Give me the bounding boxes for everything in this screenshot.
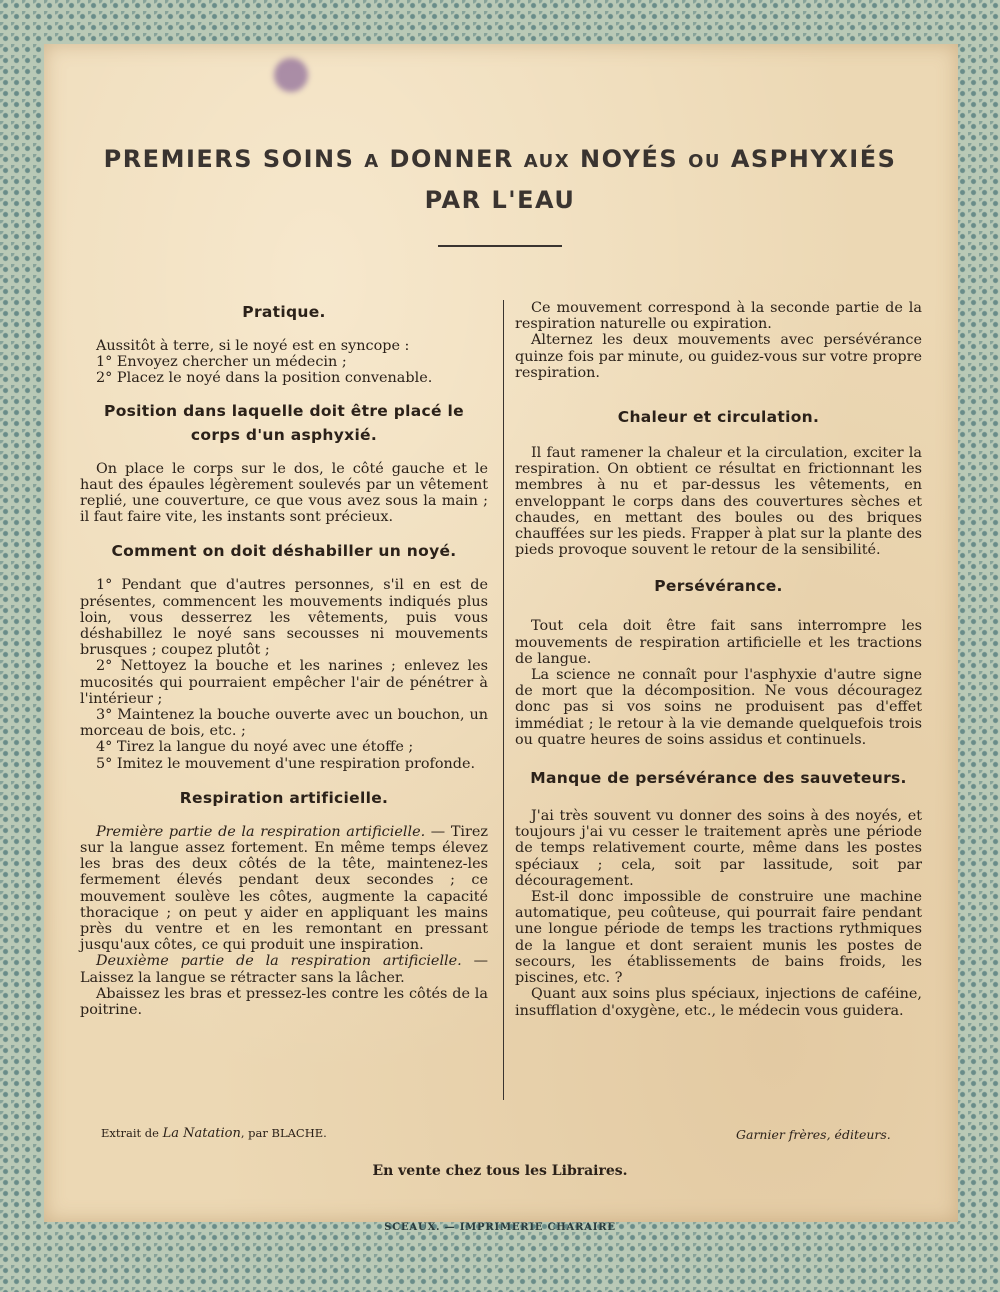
column-divider (503, 300, 504, 1100)
paragraph: 1° Envoyez chercher un médecin ; (96, 354, 347, 371)
paragraph: 1° Pendant que d'autres personnes, s'il en est de présentes, commencent les mouvements indiqués plus loin, vous desserrez les vêtements, puis vous déshabillez le noyé sans secousses ni mouvements brusques ; coupez plutôt ; (80, 577, 488, 659)
paragraph: Deuxième partie de la respiration artificielle. — Laissez la langue se rétracter sans la lâcher. (80, 953, 488, 986)
paragraph: 5° Imitez le mouvement d'une respiration profonde. (96, 755, 476, 772)
paragraph: Ce mouvement correspond à la seconde partie de la respiration naturelle ou expiration. (515, 300, 922, 333)
heading-perseverance: Persévérance. (654, 577, 783, 596)
paragraph: On place le corps sur le dos, le côté gauche et le haut des épaules légèrement soulevés par un vêtement replié, une couverture, ce que vous avez sous la main ; il faut faire vite, les instants sont précieux. (80, 460, 488, 526)
heading-pratique: Pratique. (242, 303, 326, 321)
printer-credit: SCEAUX. — IMPRIMERIE CHARAIRE (384, 1222, 616, 1233)
ink-stain (274, 58, 308, 92)
paragraph: Est-il donc impossible de construire une machine automatique, peu coûteuse, qui pourrait faire pendant une longue période de temps les tractions rythmiques de la langue et dont seraient munis les postes de secours, les établissements de bains froids, les piscines, etc. ? (515, 889, 922, 987)
paragraph: J'ai très souvent vu donner des soins à des noyés, et toujours j'ai vu cesser le traitement après une période de temps relativement courte, même dans les postes spéciaux ; cela, soit par lassitude, soit par découragement. (515, 808, 922, 889)
heading-respiration: Respiration artificielle. (179, 788, 389, 807)
title-rule (438, 245, 562, 247)
left-column (80, 300, 488, 1018)
right-column (515, 300, 922, 1019)
heading-deshabiller: Comment on doit déshabiller un noyé. (111, 542, 457, 561)
heading-position: Position dans laquelle doit être placé le corps d'un asphyxié. (104, 401, 464, 444)
publisher-credit: Garnier frères, éditeurs. (736, 1127, 891, 1142)
paragraph: Tout cela doit être fait sans interrompre les mouvements de respiration artificielle et les tractions de langue. (515, 618, 922, 667)
page-title (0, 140, 1000, 219)
source-credit: Extrait de La Natation, par BLACHE. (101, 1126, 327, 1141)
heading-manque: Manque de persévérance des sauveteurs. (530, 769, 907, 788)
paragraph: Abaissez les bras et pressez-les contre les côtés de la poitrine. (80, 985, 488, 1019)
paragraph: Aussitôt à terre, si le noyé est en syncope : (96, 338, 410, 354)
sales-notice: En vente chez tous les Libraires. (372, 1163, 628, 1179)
paragraph: 2° Nettoyez la bouche et les narines ; enlevez les mucosités qui pourraient empêcher l'air de pénétrer à l'intérieur ; (80, 658, 488, 707)
paragraph: 2° Placez le noyé dans la position convenable. (96, 370, 433, 387)
paragraph: 3° Maintenez la bouche ouverte avec un bouchon, un morceau de bois, etc. ; (80, 707, 488, 740)
paragraph: Quant aux soins plus spéciaux, injections de caféine, insufflation d'oxygène, etc., le médecin vous guidera. (515, 986, 922, 1019)
heading-chaleur: Chaleur et circulation. (617, 408, 820, 427)
title-line-1: PREMIERS SOINS A DONNER AUX NOYÉS OU ASPHYXIÉS (103, 145, 897, 173)
paragraph: La science ne connaît pour l'asphyxie d'autre signe de mort que la décomposition. Ne vous découragez donc pas si vos soins ne produisent pas d'effet immédiat ; le retour à la vie demande quelquefois trois ou quatre heures de soins assidus et continuels. (515, 667, 922, 748)
paragraph: Première partie de la respiration artificielle. — Tirez sur la langue assez fortement. En même temps élevez les bras des deux côtés de la tête, maintenez-les fermement élevés pendant deux secondes ; ce mouvement soulève les côtes, augmente la capacité thoracique ; on peut y aider en appliquant les mains près du ventre et en les remontant en pressant jusqu'aux côtes, ce qui produit une inspiration. (80, 823, 489, 954)
paragraph: Alternez les deux mouvements avec persévérance quinze fois par minute, ou guidez-vous sur votre propre respiration. (515, 332, 922, 381)
paragraph: Il faut ramener la chaleur et la circulation, exciter la respiration. On obtient ce résultat en frictionnant les membres à nu et par-dessus les vêtements, en enveloppant le corps dans des couvertures sèches et chaudes, en mettant des boules ou des briques chauffées sur les pieds. Frapper à plat sur la plante des pieds provoque souvent le retour de la sensibilité. (515, 445, 922, 559)
paragraph: 4° Tirez la langue du noyé avec une étoffe ; (96, 739, 414, 756)
title-line-2: PAR L'EAU (424, 186, 576, 214)
